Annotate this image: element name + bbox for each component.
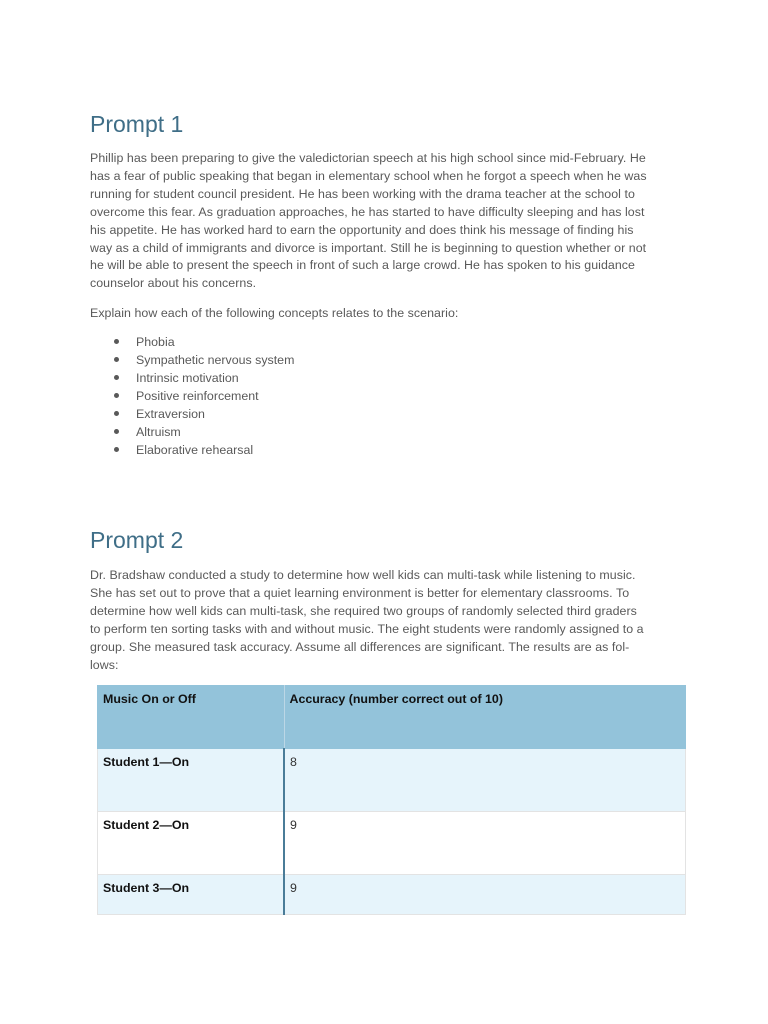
- concept-list: [90, 333, 294, 459]
- concept-label: Phobia: [136, 335, 175, 349]
- prompt-2-title: Prompt 2: [90, 527, 184, 553]
- paragraph-line: he will be able to present the speech in front of such a large crowd. He has spoken to his guidance: [90, 258, 635, 273]
- paragraph-line: his appetite. He has worked hard to earn the opportunity and does think his message of finding his: [90, 222, 634, 237]
- prompt-1-title: Prompt 1: [90, 111, 184, 137]
- paragraph-line: to perform ten sorting tasks with and without music. The eight students were randomly assigned to a: [90, 621, 644, 636]
- results-table: [97, 685, 686, 915]
- paragraph-line: Phillip has been preparing to give the valedictorian speech at his high school since mid-February. He: [90, 151, 646, 165]
- table-cell-student: Student 2—On: [98, 812, 285, 875]
- paragraph-line: counselor about his concerns.: [90, 276, 257, 291]
- list-item: [90, 387, 294, 405]
- prompt-2-paragraph: [90, 567, 686, 674]
- table-row: [98, 749, 686, 812]
- bullet-icon: [114, 375, 119, 380]
- table-header-cell: Music On or Off: [98, 686, 285, 749]
- bullet-icon: [114, 411, 119, 416]
- paragraph-line: group. She measured task accuracy. Assume all differences are significant. The results are as fol-: [90, 639, 630, 654]
- concept-label: Elaborative rehearsal: [136, 443, 254, 457]
- list-item: [90, 369, 294, 387]
- paragraph-line: determine how well kids can multi-task, she required two groups of randomly selected third graders: [90, 603, 637, 618]
- list-item: [90, 441, 294, 459]
- concept-label: Intrinsic motivation: [136, 371, 239, 385]
- table-row: [98, 875, 686, 915]
- table-cell-accuracy: 9: [284, 812, 686, 875]
- paragraph-line: Dr. Bradshaw conducted a study to determine how well kids can multi-task while listening to music.: [90, 568, 636, 582]
- list-item: [90, 405, 294, 423]
- bullet-icon: [114, 357, 119, 362]
- list-item: [90, 351, 294, 369]
- prompt-1-paragraph: [90, 150, 686, 293]
- list-item: [90, 333, 294, 351]
- list-item: [90, 423, 294, 441]
- bullet-icon: [114, 339, 119, 344]
- paragraph-line: lows:: [90, 657, 119, 672]
- concept-label: Positive reinforcement: [136, 389, 259, 403]
- table-cell-student: Student 3—On: [98, 875, 285, 915]
- table-header-row: [98, 686, 686, 749]
- bullet-icon: [114, 447, 119, 452]
- bullet-icon: [114, 429, 119, 434]
- table-row: [98, 812, 686, 875]
- table-cell-accuracy: 9: [284, 875, 686, 915]
- paragraph-line: overcome this fear. As graduation approaches, he has started to have difficulty sleeping and has lost: [90, 204, 645, 219]
- paragraph-line: running for student council president. He has been working with the drama teacher at the school to: [90, 186, 635, 201]
- concept-label: Altruism: [136, 425, 181, 439]
- table-header-cell: Accuracy (number correct out of 10): [284, 686, 686, 749]
- bullet-icon: [114, 393, 119, 398]
- prompt-1-instruction: [90, 305, 686, 323]
- paragraph-line: has a fear of public speaking that began in elementary school when he forgot a speech when he was: [90, 168, 647, 183]
- table-cell-student: Student 1—On: [98, 749, 285, 812]
- paragraph-line: She has set out to prove that a quiet learning environment is better for elementary classrooms. To: [90, 585, 630, 600]
- table-cell-accuracy: 8: [284, 749, 686, 812]
- concept-label: Extraversion: [136, 407, 205, 421]
- paragraph-line: way as a child of immigrants and divorce is important. Still he is beginning to question whether or not: [90, 240, 647, 255]
- instruction-text: Explain how each of the following concepts relates to the scenario:: [90, 306, 459, 320]
- concept-label: Sympathetic nervous system: [136, 353, 295, 367]
